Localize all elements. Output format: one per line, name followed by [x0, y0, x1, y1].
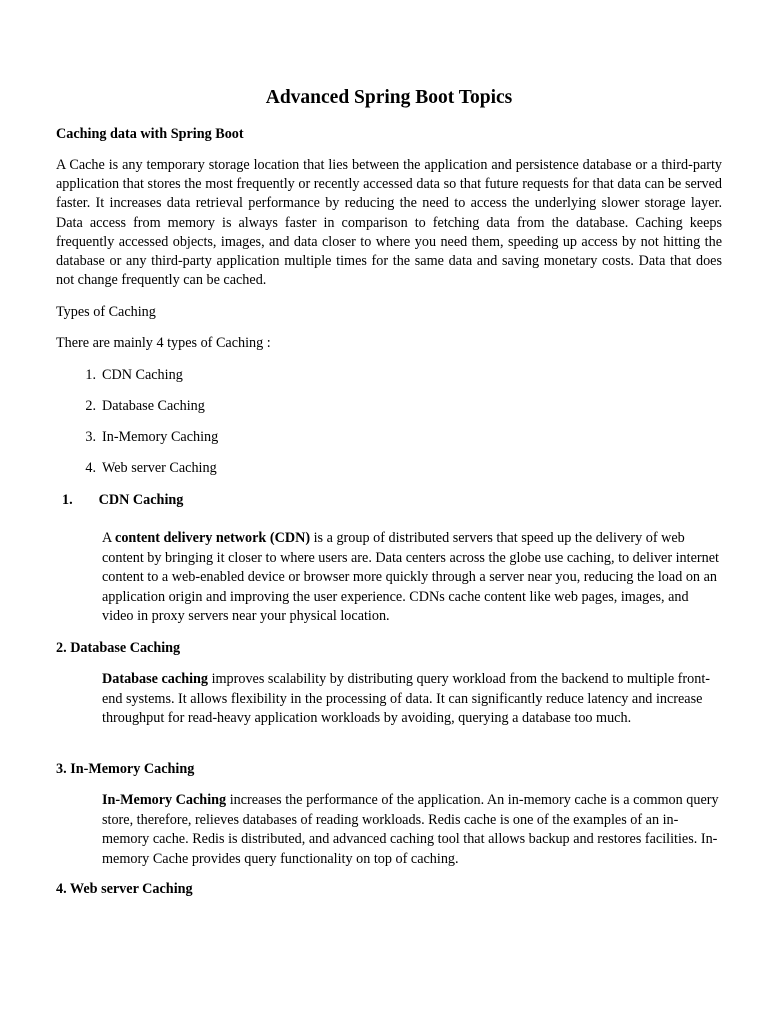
- section-heading-database: 2. Database Caching: [56, 640, 181, 656]
- list-item: [76, 397, 205, 416]
- list-number: 3.: [85, 429, 96, 445]
- section-paragraph-in-memory: [102, 791, 722, 869]
- paragraph-prefix: A: [102, 530, 116, 546]
- section-paragraph-cdn: [102, 529, 722, 627]
- section-number: 1.: [62, 492, 73, 508]
- paragraph-lead: In-Memory Caching: [102, 792, 227, 808]
- list-item: [76, 459, 217, 478]
- page-title: Advanced Spring Boot Topics: [265, 87, 513, 108]
- list-number: 2.: [85, 398, 96, 414]
- section-paragraph-database: [102, 670, 722, 729]
- section-heading-cdn: [62, 491, 183, 510]
- paragraph-lead: Database caching: [102, 671, 209, 687]
- list-number: 1.: [85, 367, 96, 383]
- intro-paragraph: A Cache is any temporary storage location that lies between the application and persistence database or a third-party application that stores the most frequently or recently accessed data so that future requests for that data can be served faster. It increases data retrieval performance by reducing the need to access the underlying slower storage layer. Data access from memory is always faster in comparison to fetching data from the database. Caching keeps frequently accessed objects, images, and data closer to where you need them, speeding up access by not hitting the database or any third-party application multiple times for the same data and saving monetary costs. Data that does not change frequently can be cached.: [56, 157, 722, 289]
- types-intro: There are mainly 4 types of Caching :: [56, 335, 271, 351]
- paragraph-body: improves scalability by distributing query workload from the backend to multiple front-end systems. It allows flexibility in the processing of data. It can significantly reduce latency and increase throughput for read-heavy application workloads by avoiding, querying a database too much.: [102, 671, 710, 726]
- list-item: [76, 428, 218, 447]
- subtitle: Caching data with Spring Boot: [56, 126, 244, 142]
- paragraph-lead: content delivery network (CDN): [115, 530, 311, 546]
- list-label: CDN Caching: [102, 367, 183, 383]
- list-label: Web server Caching: [102, 460, 217, 476]
- paragraph-body: is a group of distributed servers that speed up the delivery of web content by bringing it closer to where users are. Data centers across the globe use caching, to deliver internet content to a web-enabled device or browser more quickly through a server near you, reducing the load on an application origin and improving the user experience. CDNs cache content like web pages, images, and video in proxy servers near your physical location.: [102, 530, 719, 624]
- section-heading-in-memory: 3. In-Memory Caching: [56, 761, 195, 777]
- list-item: [76, 366, 183, 385]
- list-number: 4.: [85, 460, 96, 476]
- paragraph-body: increases the performance of the application. An in-memory cache is a common query store, therefore, relieves databases of reading workloads. Redis cache is one of the examples of an in-memory cache. Redis is distributed, and advanced caching tool that allows backup and restores facilities. In-memory Cache provides query functionality on top of caching.: [102, 792, 719, 867]
- list-label: In-Memory Caching: [102, 429, 219, 445]
- types-heading: Types of Caching: [56, 304, 156, 320]
- section-heading-web-server: 4. Web server Caching: [56, 881, 193, 897]
- section-title: CDN Caching: [98, 492, 184, 508]
- list-label: Database Caching: [102, 398, 205, 414]
